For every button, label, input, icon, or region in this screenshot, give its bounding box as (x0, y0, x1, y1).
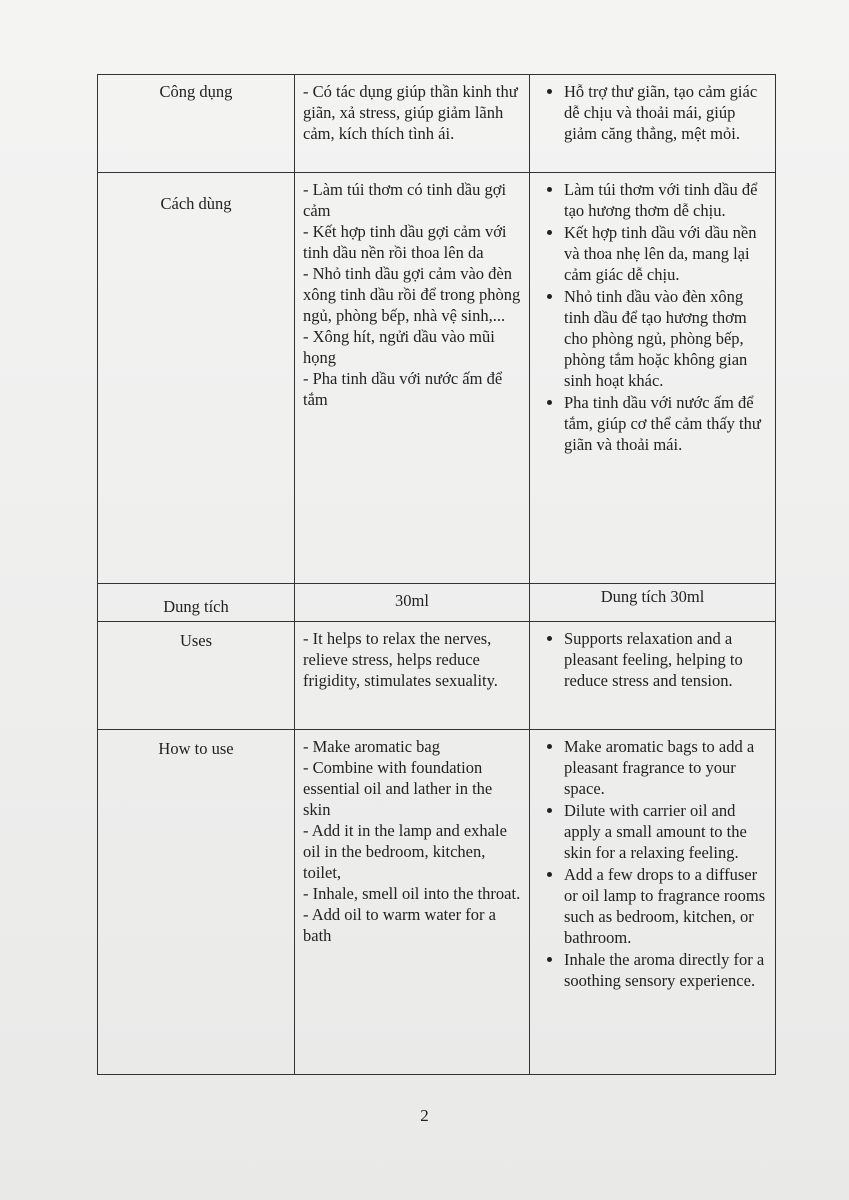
old-line: - Add it in the lamp and exhale oil in the bedroom, kitchen, toilet, (303, 821, 507, 882)
new-content-cell (530, 730, 776, 1075)
old-line: - Make aromatic bag (303, 737, 440, 756)
old-content-cell (295, 173, 530, 584)
old-content-cell: 30ml (295, 584, 530, 622)
old-content-cell (295, 75, 530, 173)
old-line: - Kết hợp tinh dầu gợi cảm với tinh dầu nền rồi thoa lên da (303, 222, 507, 262)
row-label: How to use (98, 730, 295, 1075)
new-content-cell: Dung tích 30ml (530, 584, 776, 622)
row-label: Công dụng (98, 75, 295, 173)
page-number: 2 (420, 1106, 429, 1125)
old-line: - Pha tinh dầu với nước ấm để tắm (303, 369, 503, 409)
list-item: • Kết hợp tinh dầu với dầu nền và thoa nhẹ lên da, mang lại cảm giác dễ chịu. (564, 222, 767, 285)
new-content-cell (530, 75, 776, 173)
list-item: • Inhale the aroma directly for a soothing sensory experience. (564, 949, 767, 991)
old-line: - Có tác dụng giúp thần kinh thư giãn, xả stress, giúp giảm lãnh cảm, kích thích tình ái. (303, 82, 518, 143)
old-line: - Làm túi thơm có tinh dầu gợi cảm (303, 180, 507, 220)
row-label: Uses (98, 622, 295, 730)
old-line: - Inhale, smell oil into the throat. (303, 884, 521, 903)
list-item: • Add a few drops to a diffuser or oil lamp to fragrance rooms such as bedroom, kitchen, or bathroom. (564, 864, 767, 948)
row-label: Dung tích (98, 584, 295, 622)
list-item: • Make aromatic bags to add a pleasant fragrance to your space. (564, 736, 767, 799)
table-row (98, 730, 776, 1075)
list-item: • Hỗ trợ thư giãn, tạo cảm giác dễ chịu và thoải mái, giúp giảm căng thẳng, mệt mỏi. (564, 81, 767, 144)
table-row (98, 173, 776, 584)
new-content-cell (530, 173, 776, 584)
old-content-cell (295, 730, 530, 1075)
list-item: • Pha tinh dầu với nước ấm để tắm, giúp cơ thể cảm thấy thư giãn và thoải mái. (564, 392, 767, 455)
old-line: - Add oil to warm water for a bath (303, 905, 496, 945)
product-info-table (97, 74, 776, 1075)
old-line: - Nhỏ tinh dầu gợi cảm vào đèn xông tinh dầu rồi để trong phòng ngủ, phòng bếp, nhà vệ sinh,... (303, 264, 521, 325)
old-line: - Combine with foundation essential oil and lather in the skin (303, 758, 493, 819)
old-line: - Xông hít, ngửi dầu vào mũi họng (303, 327, 495, 367)
row-label: Cách dùng (98, 173, 295, 584)
table-row (98, 75, 776, 173)
table-row (98, 622, 776, 730)
new-content-cell (530, 622, 776, 730)
old-content-cell (295, 622, 530, 730)
list-item: • Dilute with carrier oil and apply a small amount to the skin for a relaxing feeling. (564, 800, 767, 863)
table-row (98, 584, 776, 622)
list-item: • Nhỏ tinh dầu vào đèn xông tinh dầu để tạo hương thơm cho phòng ngủ, phòng bếp, phòng tắm hoặc không gian sinh hoạt khác. (564, 286, 767, 391)
list-item: • Supports relaxation and a pleasant feeling, helping to reduce stress and tension. (564, 628, 767, 691)
old-line: - It helps to relax the nerves, relieve stress, helps reduce frigidity, stimulates sexuality. (303, 629, 498, 690)
list-item: • Làm túi thơm với tinh dầu để tạo hương thơm dễ chịu. (564, 179, 767, 221)
